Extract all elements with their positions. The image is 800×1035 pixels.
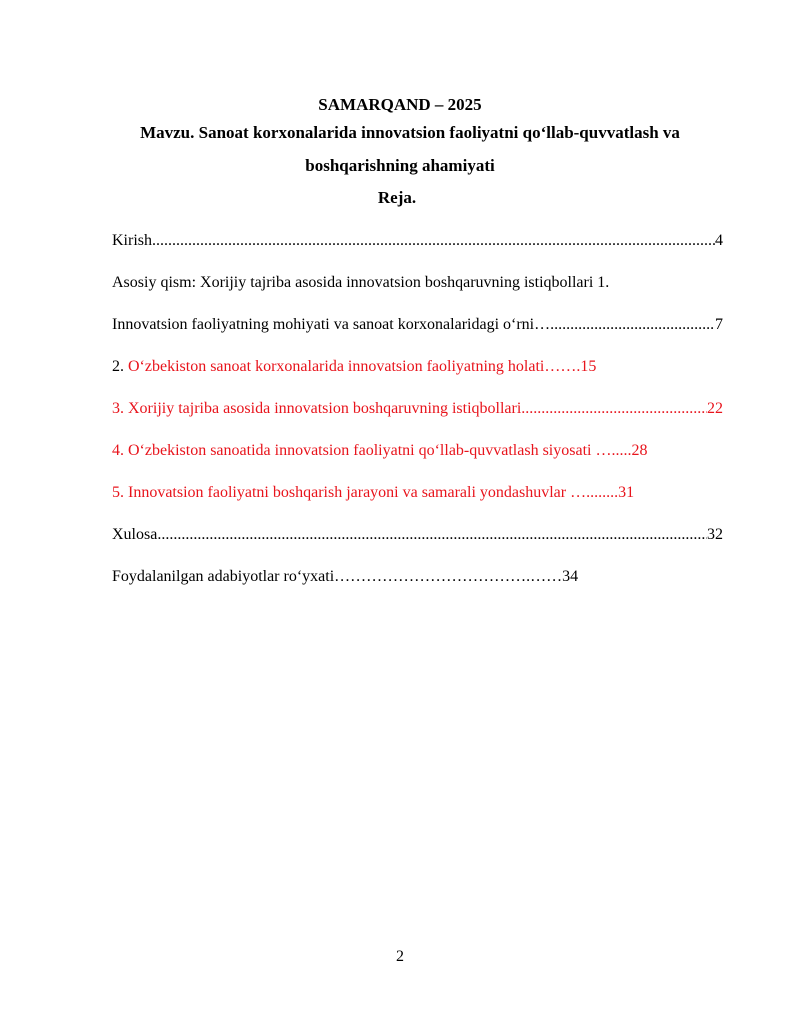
dot-leader <box>521 399 707 419</box>
toc-entry-item2 <box>112 357 723 377</box>
toc-page-number: 4 <box>715 232 723 249</box>
toc-entry-item4: 4. O‘zbekiston sanoatida innovatsion faoliyatni qo‘llab-quvvatlash siyosati ….....28 <box>112 442 648 459</box>
page-number: 2 <box>396 948 404 965</box>
plan-heading: Reja. <box>377 188 417 207</box>
toc-entry-intro <box>112 231 723 251</box>
toc-entry-item1 <box>112 315 723 335</box>
toc-entry-number: 2. <box>112 358 128 375</box>
topic-title-line1: Mavzu. Sanoat korxonalarida innovatsion faoliyatni qo‘llab-quvvatlash va <box>140 123 680 142</box>
dot-leader <box>152 231 715 251</box>
toc-entry-label: Innovatsion faoliyatning mohiyati va sanoat korxonalaridagi o‘rni… <box>112 316 551 333</box>
toc-entry-item5: 5. Innovatsion faoliyatni boshqarish jarayoni va samarali yondashuvlar …........31 <box>112 484 635 501</box>
toc-entry-label: 3. Xorijiy tajriba asosida innovatsion boshqaruvning istiqbollari <box>112 400 522 417</box>
toc-entry-item3 <box>112 399 723 419</box>
toc-entry-conclusion <box>112 525 723 545</box>
dot-leader <box>550 315 715 335</box>
topic-title-line2: boshqarishning ahamiyati <box>305 156 495 175</box>
toc-entry-label: Kirish <box>112 232 152 249</box>
city-year-heading: SAMARQAND – 2025 <box>318 95 482 114</box>
toc-page-number: 32 <box>707 526 723 543</box>
toc-entry-references: Foydalanilgan adabiyotlar ro‘yxati……………………………….……34 <box>112 568 579 585</box>
toc-page-number: 7 <box>715 316 723 333</box>
toc-entry-label: O‘zbekiston sanoat korxonalarida innovatsion faoliyatning holati…….15 <box>128 358 597 375</box>
toc-entry-main-part: Asosiy qism: Xorijiy tajriba asosida innovatsion boshqaruvning istiqbollari 1. <box>112 274 610 291</box>
dot-leader <box>157 525 707 545</box>
toc-page-number: 22 <box>707 400 723 417</box>
toc-entry-label: Xulosa <box>112 526 158 543</box>
